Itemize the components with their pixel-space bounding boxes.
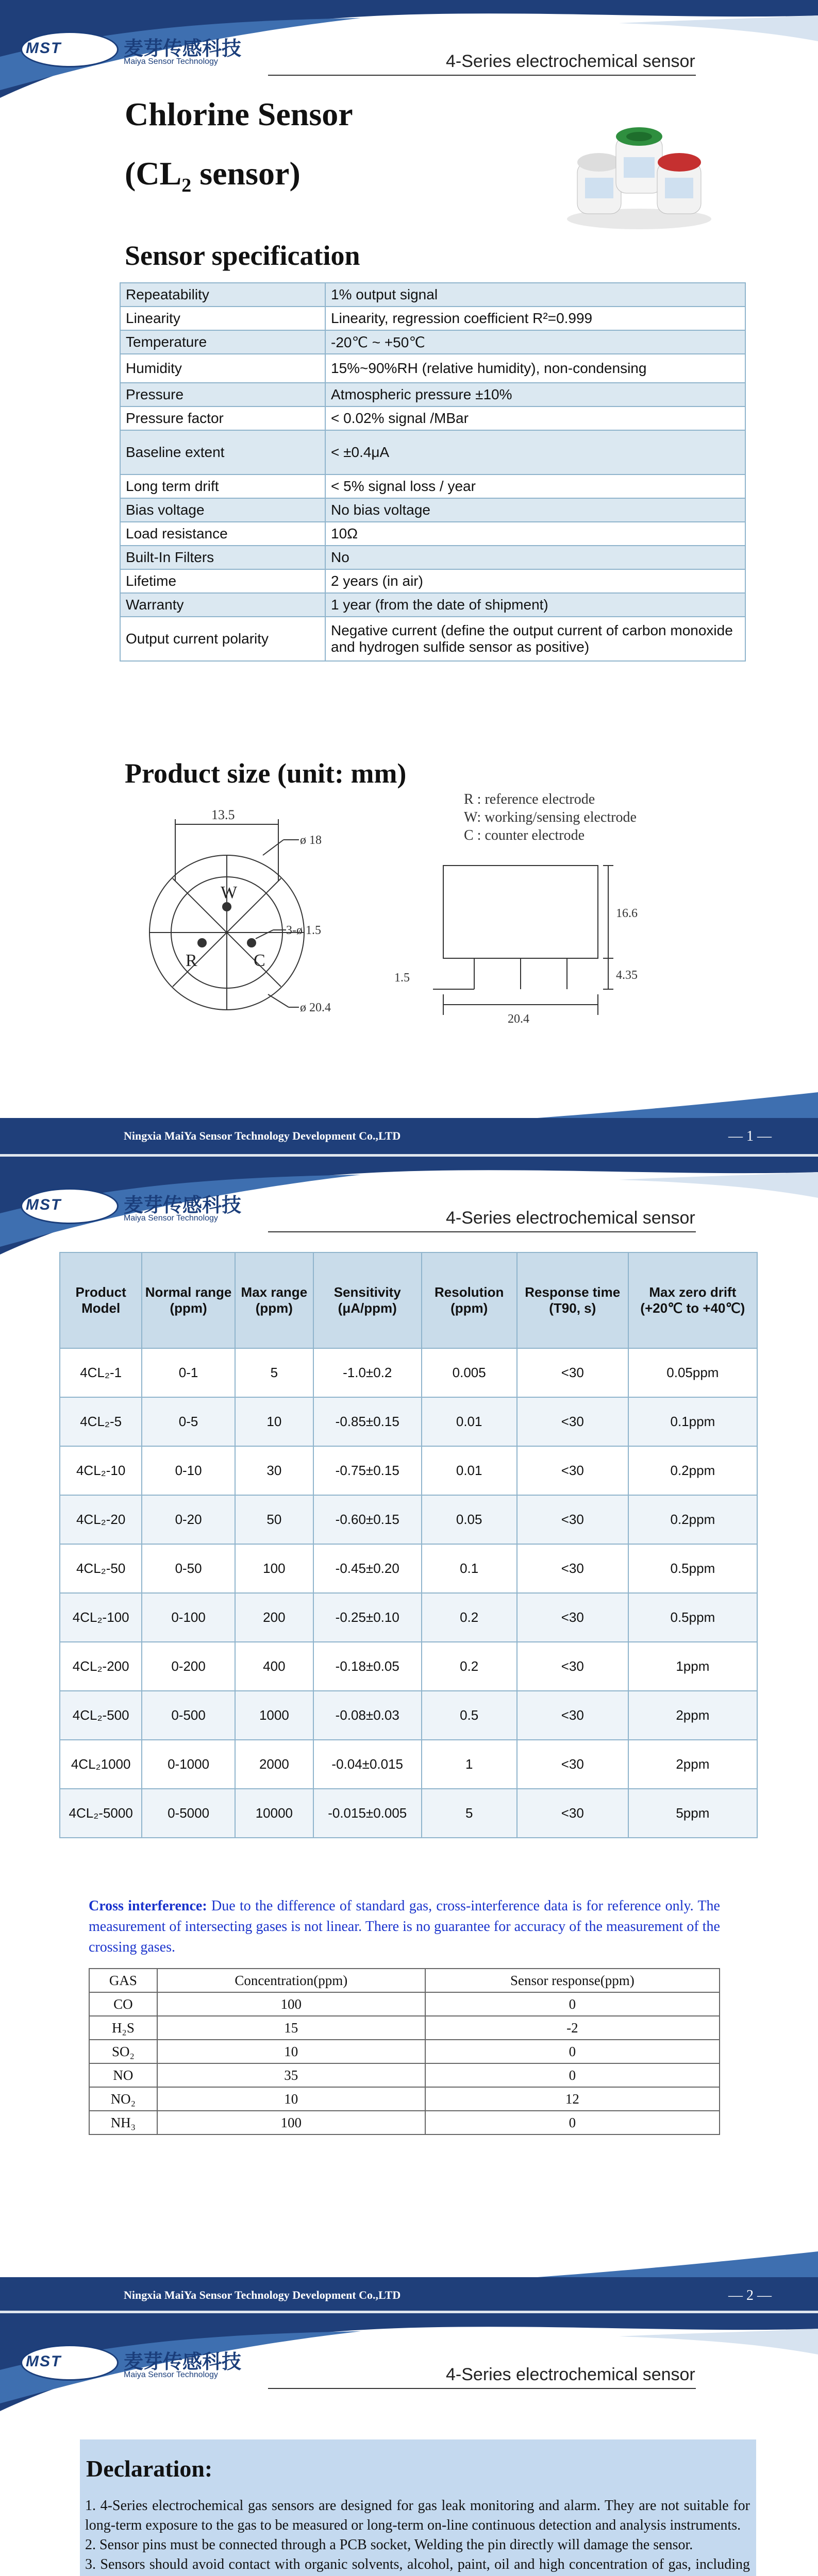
model-cell: 4CL₂-100 — [60, 1593, 142, 1642]
model-cell: 200 — [235, 1593, 313, 1642]
spec-row — [120, 354, 745, 383]
spec-row — [120, 593, 745, 617]
page-1 — [0, 0, 818, 1154]
model-cell: 30 — [235, 1446, 313, 1495]
model-row — [60, 1544, 757, 1593]
model-cell: -0.45±0.20 — [313, 1544, 422, 1593]
model-cell: 0.01 — [422, 1397, 517, 1446]
gas-cell: NO₂ — [89, 2087, 157, 2111]
model-cell: 50 — [235, 1495, 313, 1544]
spec-value: No bias voltage — [325, 498, 745, 522]
declaration-list — [85, 2496, 750, 2576]
page-number: — 1 — — [728, 1128, 772, 1144]
header-rule — [268, 1231, 696, 1232]
model-cell: 0.005 — [422, 1348, 517, 1397]
dim-1-5: 1.5 — [394, 971, 410, 985]
spec-key: Humidity — [120, 354, 325, 383]
footer — [0, 1092, 818, 1154]
model-cell: 4CL₂-5000 — [60, 1789, 142, 1838]
model-cell: -0.60±0.15 — [313, 1495, 422, 1544]
gas-cell: CO — [89, 1992, 157, 2016]
dim-20-4-round: ø 20.4 — [300, 1001, 331, 1014]
spec-row — [120, 383, 745, 406]
spec-row — [120, 617, 745, 661]
model-cell: 0.5 — [422, 1691, 517, 1740]
gas-row — [89, 2040, 720, 2063]
logo-mark: MST — [26, 1196, 62, 1213]
model-table-header: Product Model — [60, 1252, 142, 1348]
spec-value: Negative current (define the output current of carbon monoxide and hydrogen sulfide sensor as positive) — [325, 617, 745, 661]
model-cell: 0.01 — [422, 1446, 517, 1495]
spec-heading: Sensor specification — [125, 240, 360, 271]
gas-table-header: Concentration(ppm) — [157, 1969, 425, 1992]
header-rule — [268, 75, 696, 76]
model-cell: 0.2 — [422, 1642, 517, 1691]
spec-value: 15%~90%RH (relative humidity), non-condensing — [325, 354, 745, 383]
logo-english: Maiya Sensor Technology — [124, 2370, 218, 2379]
model-cell: 1ppm — [628, 1642, 757, 1691]
dim-13-5: 13.5 — [211, 807, 235, 822]
model-cell: 0.5ppm — [628, 1544, 757, 1593]
gas-cell: 100 — [157, 1992, 425, 2016]
model-cell: 0.5ppm — [628, 1593, 757, 1642]
spec-value: -20℃ ~ +50℃ — [325, 330, 745, 354]
spec-value: Atmospheric pressure ±10% — [325, 383, 745, 406]
model-cell: <30 — [517, 1740, 628, 1789]
spec-value: 1 year (from the date of shipment) — [325, 593, 745, 617]
model-row — [60, 1740, 757, 1789]
gas-cell: NO — [89, 2063, 157, 2087]
gas-row — [89, 1992, 720, 2016]
model-table — [59, 1252, 758, 1838]
spec-row — [120, 430, 745, 474]
size-heading: Product size (unit: mm) — [125, 758, 407, 789]
spec-row — [120, 474, 745, 498]
spec-row — [120, 406, 745, 430]
gas-cell: SO₂ — [89, 2040, 157, 2063]
model-row — [60, 1593, 757, 1642]
model-cell: 0-10 — [142, 1446, 235, 1495]
model-cell: 4CL₂-500 — [60, 1691, 142, 1740]
model-cell: 4CL₂-200 — [60, 1642, 142, 1691]
spec-key: Temperature — [120, 330, 325, 354]
spec-key: Load resistance — [120, 522, 325, 546]
top-view — [149, 819, 304, 1010]
spec-value: < 0.02% signal /MBar — [325, 406, 745, 430]
model-table-header: Max zero drift (+20℃ to +40℃) — [628, 1252, 757, 1348]
model-cell: <30 — [517, 1691, 628, 1740]
dim-20-4: 20.4 — [508, 1012, 529, 1026]
model-cell: 0-20 — [142, 1495, 235, 1544]
page-number: — 2 — — [728, 2287, 772, 2303]
model-cell: <30 — [517, 1642, 628, 1691]
spec-key: Lifetime — [120, 569, 325, 593]
spec-value: < 5% signal loss / year — [325, 474, 745, 498]
logo-chinese: 麦芽传感科技 — [124, 1194, 242, 1216]
spec-value: 2 years (in air) — [325, 569, 745, 593]
declaration-heading: Declaration: — [86, 2455, 213, 2482]
declaration-item: 3. Sensors should avoid contact with organic solvents, alcohol, paint, oil and high concentration of gas, including — [85, 2556, 750, 2572]
model-cell: -0.18±0.05 — [313, 1642, 422, 1691]
cross-label: Cross interference: — [89, 1898, 207, 1914]
model-table-header: Normal range (ppm) — [142, 1252, 235, 1348]
model-cell: 1 — [422, 1740, 517, 1789]
series-title: 4-Series electrochemical sensor — [446, 52, 695, 71]
model-row — [60, 1691, 757, 1740]
gas-cell: 10 — [157, 2087, 425, 2111]
model-cell: 4CL₂1000 — [60, 1740, 142, 1789]
spec-value: Linearity, regression coefficient R²=0.999 — [325, 307, 745, 330]
model-cell: <30 — [517, 1348, 628, 1397]
model-cell: 1000 — [235, 1691, 313, 1740]
spec-value: < ±0.4μA — [325, 430, 745, 474]
model-cell: 5ppm — [628, 1789, 757, 1838]
model-cell: -0.25±0.10 — [313, 1593, 422, 1642]
footer-company: Ningxia MaiYa Sensor Technology Development Co.,LTD — [124, 2289, 401, 2301]
model-row — [60, 1642, 757, 1691]
spec-key: Bias voltage — [120, 498, 325, 522]
model-cell: <30 — [517, 1544, 628, 1593]
logo-english: Maiya Sensor Technology — [124, 57, 218, 66]
model-cell: <30 — [517, 1397, 628, 1446]
model-cell: -0.85±0.15 — [313, 1397, 422, 1446]
spec-row — [120, 522, 745, 546]
gas-cell: 100 — [157, 2111, 425, 2134]
page-title: Chlorine Sensor — [125, 96, 353, 132]
model-cell: -0.015±0.005 — [313, 1789, 422, 1838]
label-r: R — [186, 951, 197, 970]
spec-key: Output current polarity — [120, 617, 325, 661]
logo-english: Maiya Sensor Technology — [124, 1214, 218, 1223]
footer — [0, 2251, 818, 2313]
gas-cell: 10 — [157, 2040, 425, 2063]
model-row — [60, 1446, 757, 1495]
logo-chinese: 麦芽传感科技 — [124, 37, 242, 60]
page-subtitle: ($CL_2$ sensor) — [125, 155, 301, 196]
cross-text: Due to the difference of standard gas, cross-interference data is for reference only. The measurement of intersecting gases is not linear. There is no guarantee for accuracy of the measurement of the crossing gases. — [89, 1898, 720, 1955]
model-row — [60, 1495, 757, 1544]
model-cell: 0.2 — [422, 1593, 517, 1642]
dim-18: ø 18 — [300, 834, 322, 847]
spec-key: Built-In Filters — [120, 546, 325, 569]
model-table-header: Resolution (ppm) — [422, 1252, 517, 1348]
label-w: W — [221, 883, 238, 902]
footer-band — [0, 1118, 818, 1154]
brand-logo — [21, 2342, 242, 2383]
model-cell: 10 — [235, 1397, 313, 1446]
model-cell: 2ppm — [628, 1740, 757, 1789]
dim-4-35: 4.35 — [616, 969, 638, 982]
model-cell: 0-100 — [142, 1593, 235, 1642]
logo-mark: MST — [26, 2353, 62, 2370]
brand-logo — [21, 1185, 242, 1226]
label-c: C — [254, 951, 265, 970]
model-cell: -0.75±0.15 — [313, 1446, 422, 1495]
sensor-product-photo — [562, 116, 716, 234]
brand-logo — [21, 28, 242, 70]
series-title: 4-Series electrochemical sensor — [446, 1208, 695, 1228]
model-cell: <30 — [517, 1789, 628, 1838]
spec-key: Linearity — [120, 307, 325, 330]
model-cell: -1.0±0.2 — [313, 1348, 422, 1397]
gas-cell: 0 — [425, 2111, 720, 2134]
model-cell: 400 — [235, 1642, 313, 1691]
model-cell: 0-500 — [142, 1691, 235, 1740]
spec-table — [120, 282, 746, 662]
spec-row — [120, 307, 745, 330]
model-cell: 0-1000 — [142, 1740, 235, 1789]
gas-row — [89, 2111, 720, 2134]
model-cell: 0.05 — [422, 1495, 517, 1544]
gas-table-header: Sensor response(ppm) — [425, 1969, 720, 1992]
declaration-box — [80, 2439, 756, 2576]
gas-cell: 0 — [425, 1992, 720, 2016]
model-cell: -0.08±0.03 — [313, 1691, 422, 1740]
model-row — [60, 1348, 757, 1397]
model-cell: 0-50 — [142, 1544, 235, 1593]
model-cell: 0-5000 — [142, 1789, 235, 1838]
spec-row — [120, 283, 745, 307]
spec-key: Pressure factor — [120, 406, 325, 430]
gas-cell: 15 — [157, 2016, 425, 2040]
model-cell: 0.05ppm — [628, 1348, 757, 1397]
spec-key: Long term drift — [120, 474, 325, 498]
spec-value: 10Ω — [325, 522, 745, 546]
model-cell: -0.04±0.015 — [313, 1740, 422, 1789]
legend-w: W: working/sensing electrode — [464, 809, 637, 825]
gas-cell: NH₃ — [89, 2111, 157, 2134]
gas-table-header: GAS — [89, 1969, 157, 1992]
declaration-item: 2. Sensor pins must be connected through a PCB socket, Welding the pin directly will damage the sensor. — [85, 2537, 693, 2553]
legend-r: R : reference electrode — [464, 791, 595, 807]
model-cell: 4CL₂-20 — [60, 1495, 142, 1544]
model-cell: 2000 — [235, 1740, 313, 1789]
legend-c: C : counter electrode — [464, 827, 585, 843]
dim-16-6: 16.6 — [616, 907, 638, 920]
model-cell: 0-1 — [142, 1348, 235, 1397]
model-cell: 0.2ppm — [628, 1495, 757, 1544]
model-cell: 100 — [235, 1544, 313, 1593]
footer-band — [0, 2277, 818, 2313]
model-cell: 4CL₂-50 — [60, 1544, 142, 1593]
model-table-header: Max range (ppm) — [235, 1252, 313, 1348]
spec-row — [120, 569, 745, 593]
gas-cell: 12 — [425, 2087, 720, 2111]
spec-row — [120, 546, 745, 569]
spec-key: Pressure — [120, 383, 325, 406]
spec-key: Warranty — [120, 593, 325, 617]
model-cell: 4CL₂-10 — [60, 1446, 142, 1495]
spec-key: Repeatability — [120, 283, 325, 307]
model-cell: 4CL₂-1 — [60, 1348, 142, 1397]
model-cell: 5 — [235, 1348, 313, 1397]
logo-mark: MST — [26, 40, 62, 57]
gas-table — [89, 1968, 720, 2135]
gas-cell: 0 — [425, 2040, 720, 2063]
gas-cell: 0 — [425, 2063, 720, 2087]
model-cell: 0.1ppm — [628, 1397, 757, 1446]
gas-row — [89, 2063, 720, 2087]
side-view — [433, 866, 613, 1015]
model-cell: 0.1 — [422, 1544, 517, 1593]
model-cell: <30 — [517, 1593, 628, 1642]
dimension-drawing — [113, 788, 722, 1036]
model-row — [60, 1789, 757, 1838]
model-cell: 10000 — [235, 1789, 313, 1838]
gas-row — [89, 2087, 720, 2111]
spec-row — [120, 498, 745, 522]
gas-cell: H₂S — [89, 2016, 157, 2040]
series-title: 4-Series electrochemical sensor — [446, 2365, 695, 2384]
logo-chinese: 麦芽传感科技 — [124, 2350, 242, 2373]
spec-key: Baseline extent — [120, 430, 325, 474]
declaration-item: 1. 4-Series electrochemical gas sensors are designed for gas leak monitoring and alarm. They are not suitable for long-term exposure to the gas to be measured or long-term on-line continuous detection and analysis instruments. — [85, 2498, 750, 2533]
gas-row — [89, 2016, 720, 2040]
model-cell: 5 — [422, 1789, 517, 1838]
model-row — [60, 1397, 757, 1446]
model-cell: 0-5 — [142, 1397, 235, 1446]
spec-row — [120, 330, 745, 354]
cross-interference-note — [89, 1896, 720, 1958]
header-rule — [268, 2388, 696, 2389]
model-cell: 4CL₂-5 — [60, 1397, 142, 1446]
spec-value: No — [325, 546, 745, 569]
gas-cell: 35 — [157, 2063, 425, 2087]
model-cell: 2ppm — [628, 1691, 757, 1740]
gas-cell: -2 — [425, 2016, 720, 2040]
model-table-header: Sensitivity (μA/ppm) — [313, 1252, 422, 1348]
model-cell: <30 — [517, 1495, 628, 1544]
spec-value: 1% output signal — [325, 283, 745, 307]
model-cell: 0.2ppm — [628, 1446, 757, 1495]
footer-company: Ningxia MaiYa Sensor Technology Development Co.,LTD — [124, 1129, 401, 1142]
model-cell: <30 — [517, 1446, 628, 1495]
model-table-header: Response time (T90, s) — [517, 1252, 628, 1348]
dim-3-1-5: 3-ø 1.5 — [286, 924, 321, 937]
model-cell: 0-200 — [142, 1642, 235, 1691]
